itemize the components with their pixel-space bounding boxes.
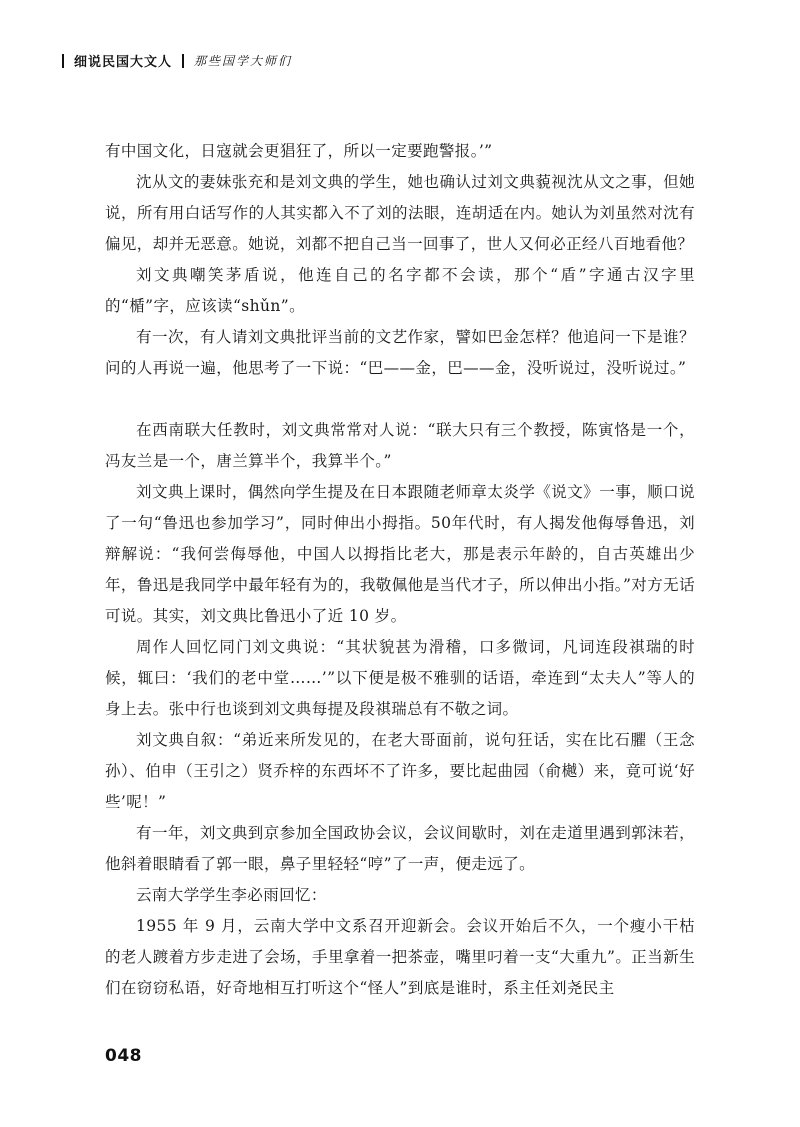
header-divider [182, 54, 184, 68]
running-header [62, 51, 292, 70]
body-text [105, 136, 695, 1004]
header-divider [62, 54, 64, 68]
paragraph: 有一年，刘文典到京参加全国政协会议，会议间歇时，刘在走道里遇到郭沫若，他斜着眼睛看了郭一眼，鼻子里轻轻“哼”了一声，便走远了。 [105, 824, 695, 873]
paragraph: 刘文典嘲笑茅盾说，他连自己的名字都不会读，那个“盾”字通古汉字里的“楯”字，应该读“shǔn”。 [105, 266, 695, 315]
book-title: 细说民国大文人 [74, 55, 173, 70]
paragraph: 周作人回忆同门刘文典说：“其状貌甚为滑稽，口多微词，凡词连段祺瑞的时候，辄曰：‘我们的老中堂……’”以下便是极不雅驯的话语，牵连到“太夫人”等人的身上去。张中行也谈到刘文典每提及段祺瑞总有不敬之词。 [105, 638, 695, 718]
paragraph: 云南大学学生李必雨回忆： [136, 886, 327, 904]
paragraph-continuation: 有中国文化，日寇就会更猖狂了，所以一定要跑警报。’” [105, 142, 493, 160]
paragraph: 刘文典自叙：“弟近来所发见的，在老大哥面前，说句狂话，实在比石臞（王念孙）、伯申（王引之）贤乔梓的东西坏不了许多，要比起曲园（俞樾）来，竟可说‘好些’呢！” [105, 731, 695, 811]
paragraph: 有一次，有人请刘文典批评当前的文艺作家，譬如巴金怎样？他追问一下是谁？问的人再说一遍，他思考了一下说：“巴——金，巴——金，没听说过，没听说过。” [105, 328, 695, 377]
paragraph: 在西南联大任教时，刘文典常常对人说：“联大只有三个教授，陈寅恪是一个，冯友兰是一个，唐兰算半个，我算半个。” [105, 421, 695, 470]
section-title: 那些国学大师们 [194, 54, 293, 68]
paragraph: 沈从文的妻妹张充和是刘文典的学生，她也确认过刘文典藐视沈从文之事，但她说，所有用白话写作的人其实都入不了刘的法眼，连胡适在内。她认为刘虽然对沈有偏见，却并无恶意。她说，刘都不把自己当一回事了，世人又何必正经八百地看他？ [105, 173, 695, 253]
paragraph: 1955 年 9 月，云南大学中文系召开迎新会。会议开始后不久，一个瘦小干枯的老人踱着方步走进了会场，手里拿着一把茶壶，嘴里叼着一支“大重九”。正当新生们在窃窃私语，好奇地相互打听这个“怪人”到底是谁时，系主任刘尧民主 [105, 917, 695, 997]
page-number: 048 [105, 1046, 142, 1066]
paragraph: 刘文典上课时，偶然向学生提及在日本跟随老师章太炎学《说文》一事，顺口说了一句“鲁迅也参加学习”，同时伸出小拇指。50年代时，有人揭发他侮辱鲁迅，刘辩解说：“我何尝侮辱他，中国人以拇指比老大，那是表示年龄的，自古英雄出少年，鲁迅是我同学中最年轻有为的，我敬佩他是当代才子，所以伸出小指。”对方无话可说。其实，刘文典比鲁迅小了近 10 岁。 [105, 483, 695, 625]
section-gap [105, 384, 695, 415]
